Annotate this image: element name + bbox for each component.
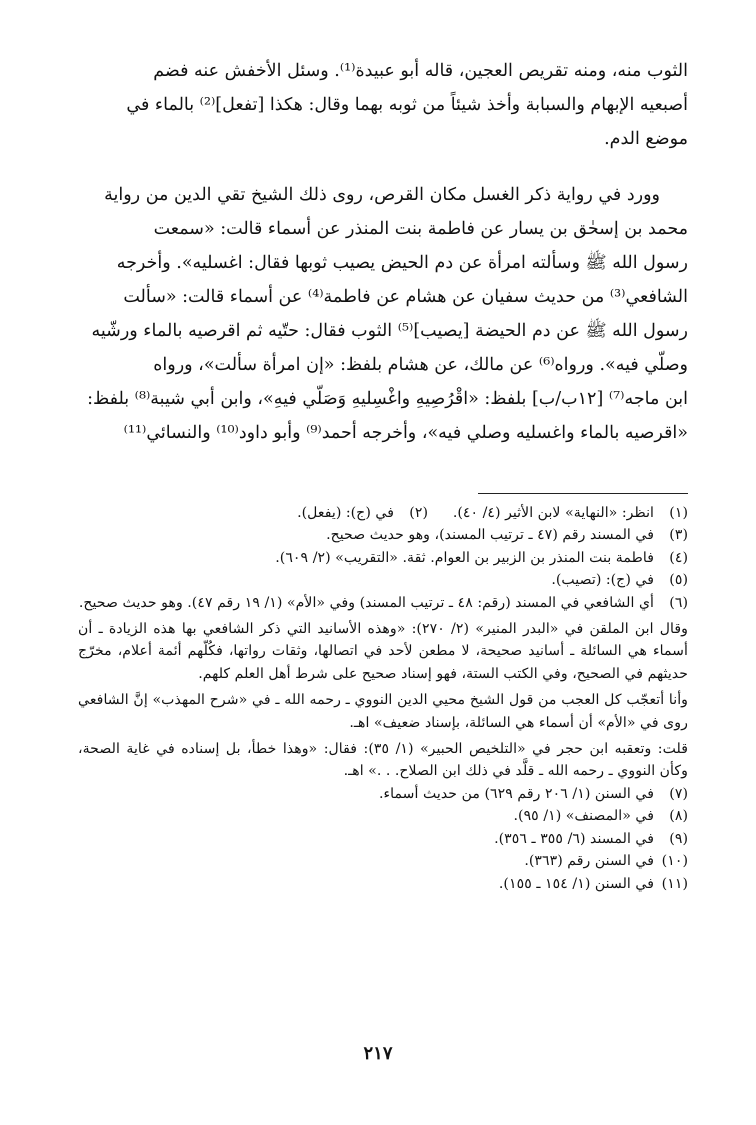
footnote — [78, 524, 688, 546]
footnote-continuation: وأنا أتعجّب كل العجب من قول الشيخ محيي الدين النووي ـ رحمه الله ـ في «شرح المهذب» إنَّ الشافعي روى في «الأم» أن أسماء هي السائلة، بإسناد ضعيف» اهـ. — [78, 692, 688, 731]
footnote — [78, 850, 688, 872]
footnote-row — [78, 502, 688, 524]
footnotes — [78, 502, 688, 895]
footnote — [78, 805, 688, 827]
footnote — [78, 783, 688, 805]
text-line: «اقرصيه بالماء واغسليه وصلي فيه»، وأخرجه أحمد⁽⁹⁾ وأبو داود⁽¹⁰⁾ والنسائي⁽¹¹⁾ — [123, 423, 688, 443]
footnote-text: انظر: «النهاية» لابن الأثير (٤/ ٤٠). — [452, 505, 654, 521]
footnote-text: في المسند (٦/ ٣٥٥ ـ ٣٥٦). — [494, 830, 654, 847]
footnote-number: (١) — [669, 505, 688, 521]
text-line: أصبعيه الإبهام والسبابة وأخذ شيئاً من ثوبه بهما وقال: هكذا [تفعل]⁽²⁾ بالماء في — [126, 95, 688, 115]
footnote-text: في «المصنف» (١/ ٩٥). — [513, 808, 654, 825]
text-line: وورد في رواية ذكر الغسل مكان القرص، روى ذلك الشيخ تقي الدين من رواية — [104, 185, 660, 205]
footnote-number: (٣) — [669, 527, 688, 544]
page-number: ٢١٧ — [363, 1043, 393, 1064]
footnote — [78, 873, 688, 895]
main-text — [78, 54, 688, 450]
text-line: رسول الله ﷺ عن دم الحيضة [يصيب]⁽⁵⁾ الثوب فقال: حتّيه ثم اقرصيه بالماء ورشّيه — [91, 321, 688, 341]
footnote-number: (٤) — [669, 549, 688, 566]
paragraph-1 — [78, 54, 688, 156]
footnote-text: فاطمة بنت المنذر بن الزبير بن العوام. ثقة. «التقريب» (٢/ ٦٠٩). — [275, 549, 654, 566]
footnote-divider — [478, 493, 688, 494]
text-line: الشافعي⁽³⁾ من حديث سفيان عن هشام عن فاطمة⁽⁴⁾ عن أسماء قالت: «سألت — [123, 287, 688, 307]
footnote — [78, 828, 688, 850]
footnote-number: (٨) — [669, 808, 688, 825]
footnote-number: (١٠) — [661, 853, 688, 870]
text-line: وصلّي فيه». ورواه⁽⁶⁾ عن مالك، عن هشام بلفظ: «إن امرأة سألت»، ورواه — [153, 355, 688, 375]
paragraph-2 — [78, 178, 688, 450]
footnote-number: (١١) — [661, 875, 688, 892]
footnote-text: أي الشافعي في المسند (رقم: ٤٨ ـ ترتيب المسند) وفي «الأم» (١/ ١٩ رقم ٤٧). وهو حديث صحيح. — [78, 594, 654, 611]
text-line: ابن ماجه⁽⁷⁾ [١٢ب/ب] بلفظ: «اقْرُصِيهِ واغْسِليهِ وَصَلّي فيهِ»، وابن أبي شيبة⁽⁸⁾ بلفظ: — [87, 389, 688, 409]
footnote — [78, 569, 688, 591]
footnote-text: في (ج): (يفعل). — [297, 505, 394, 521]
text-line: محمد بن إسحٰق بن يسار عن فاطمة بنت المنذر عن أسماء قالت: «سمعت — [153, 219, 688, 239]
footnote — [78, 592, 688, 614]
footnote-number: (٧) — [669, 785, 688, 802]
footnote-text: في السنن (١/ ٢٠٦ رقم ٦٢٩) من حديث أسماء. — [378, 785, 654, 802]
footnote-number: (٦) — [669, 594, 688, 611]
text-line: رسول الله ﷺ وسألته امرأة عن دم الحيض يصيب ثوبها فقال: اغسليه». وأخرجه — [116, 253, 688, 273]
footnote-text: في السنن رقم (٣٦٣). — [524, 853, 654, 870]
footnote-text: في السنن (١/ ١٥٤ ـ ١٥٥). — [498, 875, 654, 892]
footnote-text: في المسند رقم (٤٧ ـ ترتيب المسند)، وهو حديث صحيح. — [326, 527, 654, 544]
footnote-continuation: وقال ابن الملقن في «البدر المنير» (٢/ ٢٧٠): «وهذه الأسانيد التي ذكر الشافعي بها هذه الزيادة ـ أن أسماء هي السائلة ـ أسانيد صحيحة، لا مطعن لأحد في اتصالها، وثقات رواتها، فكُلّهم أئمة أعلام، مخرّج حديثهم في الصحيح، وفي الكتب الستة، فهو إسناد صحيح على شرط أهل العلم كلهم. — [78, 621, 689, 682]
footnote-number: (٢) — [409, 505, 428, 521]
footnote-number: (٥) — [669, 572, 688, 589]
text-line: موضع الدم. — [604, 129, 688, 149]
footnote-continuation: قلت: وتعقبه ابن حجر في «التلخيص الحبير» (١/ ٣٥): فقال: «وهذا خطأ، بل إسناده في غاية الصحة، وكأن النووي ـ رحمه الله ـ قلَّد في ذلك ابن الصلاح. . .» اهـ. — [78, 741, 688, 780]
footnote-text: في (ج): (تصيب). — [551, 572, 654, 589]
footnote-number: (٩) — [669, 830, 688, 847]
text-line: الثوب منه، ومنه تقريص العجين، قاله أبو عبيدة⁽¹⁾. وسئل الأخفش عنه فضم — [153, 61, 688, 81]
footnote — [78, 547, 688, 569]
